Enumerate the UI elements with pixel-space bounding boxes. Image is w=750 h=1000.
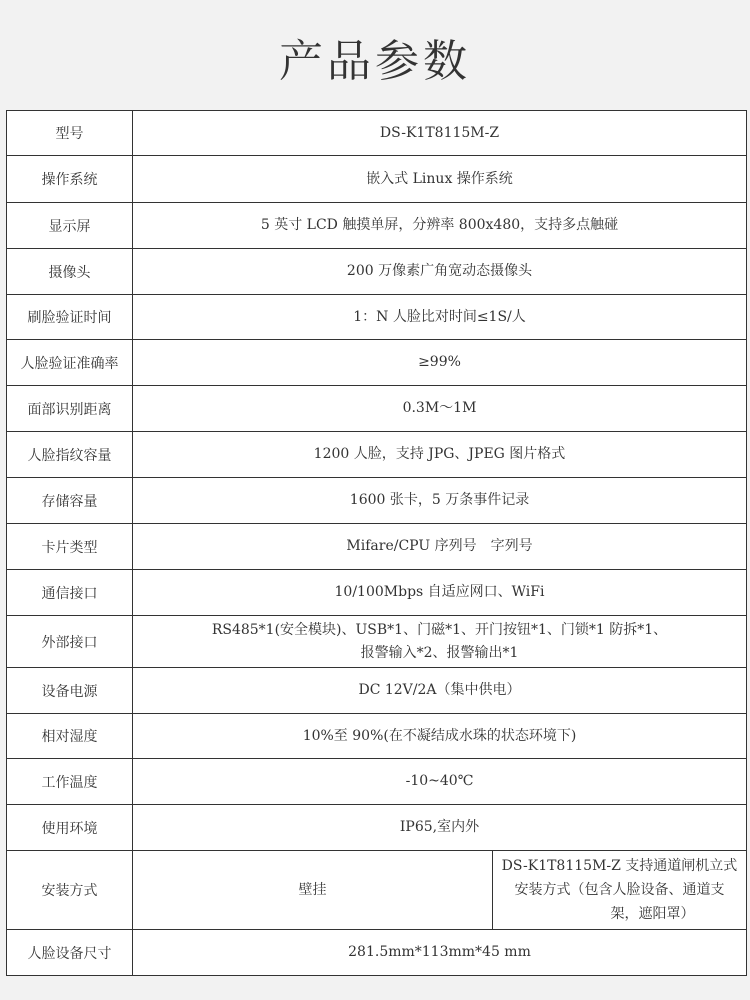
table-row — [7, 930, 747, 976]
row-label: 型号 — [7, 111, 133, 156]
table-row — [7, 851, 747, 930]
row-label: 面部识别距离 — [7, 386, 133, 432]
table-row — [7, 340, 747, 386]
row-label: 人脸指纹容量 — [7, 432, 133, 478]
row-label: 摄像头 — [7, 249, 133, 295]
value-line: RS485*1(安全模块)、USB*1、门磁*1、开门按钮*1、门锁*1 防拆*1、 — [211, 621, 668, 638]
table-row — [7, 156, 747, 203]
spec-table — [6, 110, 747, 976]
table-row — [7, 616, 747, 668]
value-line: 报警输入*2、报警输出*1 — [360, 644, 519, 661]
page-title: 产品参数 — [279, 36, 471, 87]
table-row — [7, 524, 747, 570]
row-value: 1600 张卡，5 万条事件记录 — [133, 478, 747, 524]
row-value: Mifare/CPU 序列号 字列号 — [133, 524, 747, 570]
table-row — [7, 714, 747, 759]
row-label: 工作温度 — [7, 759, 133, 805]
table-row — [7, 570, 747, 616]
row-label: 人脸验证准确率 — [7, 340, 133, 386]
row-value — [133, 616, 747, 668]
table-row — [7, 805, 747, 851]
row-value: 10%至 90%(在不凝结成水珠的状态环境下) — [133, 714, 747, 759]
row-value: 0.3M～1M — [133, 386, 747, 432]
row-value: IP65,室内外 — [133, 805, 747, 851]
row-value: DS-K1T8115M-Z — [133, 111, 747, 156]
row-label: 外部接口 — [7, 616, 133, 668]
table-row — [7, 249, 747, 295]
table-row — [7, 111, 747, 156]
row-value: 1200 人脸，支持 JPG、JPEG 图片格式 — [133, 432, 747, 478]
table-row — [7, 478, 747, 524]
row-label: 通信接口 — [7, 570, 133, 616]
row-value: ≥99% — [133, 340, 747, 386]
row-label: 操作系统 — [7, 156, 133, 203]
table-row — [7, 759, 747, 805]
row-label: 刷脸验证时间 — [7, 295, 133, 340]
row-value: 壁挂 — [133, 851, 493, 930]
note-line: 架，遮阳罩） — [610, 906, 695, 922]
row-label: 安装方式 — [7, 851, 133, 930]
table-row — [7, 432, 747, 478]
row-label: 使用环境 — [7, 805, 133, 851]
row-value: 281.5mm*113mm*45 mm — [133, 930, 747, 976]
row-value: 200 万像素广角宽动态摄像头 — [133, 249, 747, 295]
note-line: DS-K1T8115M-Z 支持通道闸机立式 — [501, 858, 738, 874]
row-value: -10~40℃ — [133, 759, 747, 805]
row-label: 人脸设备尺寸 — [7, 930, 133, 976]
row-value: 1：N 人脸比对时间≤1S/人 — [133, 295, 747, 340]
install-note — [493, 851, 747, 930]
table-row — [7, 203, 747, 249]
row-label: 相对湿度 — [7, 714, 133, 759]
row-label: 设备电源 — [7, 668, 133, 714]
note-line: 安装方式（包含人脸设备、通道支 — [514, 882, 725, 898]
table-row — [7, 668, 747, 714]
row-label: 显示屏 — [7, 203, 133, 249]
table-row — [7, 295, 747, 340]
row-value: 5 英寸 LCD 触摸单屏，分辨率 800x480，支持多点触碰 — [133, 203, 747, 249]
table-row — [7, 386, 747, 432]
row-label: 存储容量 — [7, 478, 133, 524]
row-label: 卡片类型 — [7, 524, 133, 570]
row-value: 嵌入式 Linux 操作系统 — [133, 156, 747, 203]
row-value: 10/100Mbps 自适应网口、WiFi — [133, 570, 747, 616]
row-value: DC 12V/2A（集中供电） — [133, 668, 747, 714]
